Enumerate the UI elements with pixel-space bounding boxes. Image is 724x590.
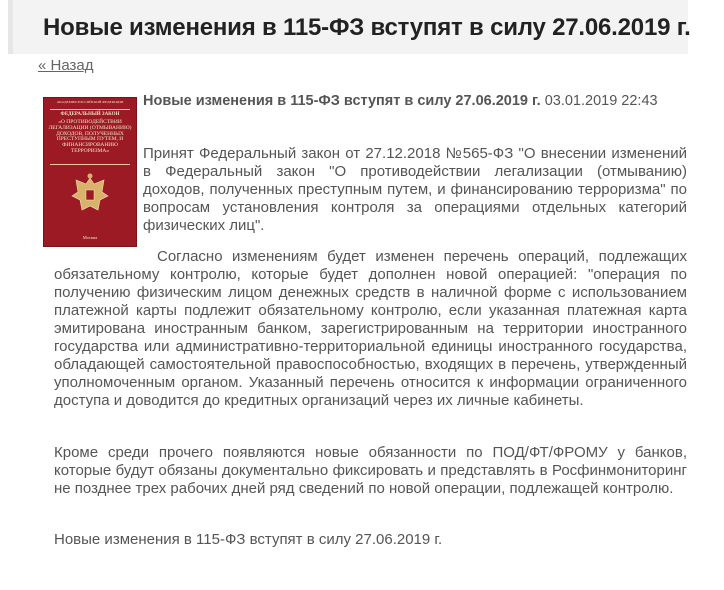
law-book-cover-image — [43, 97, 137, 247]
article-paragraph: Принят Федеральный закон от 27.12.2018 №565-ФЗ "О внесении изменений в Федеральный закон "О противодействии легализации (отмыванию) доходов, полученных преступным путем, и финансированию терроризма" по вопросам установления контроля за операциями отдельных категорий физических лиц". — [143, 145, 687, 234]
article-header — [143, 93, 658, 109]
article-paragraph: Новые изменения в 115-ФЗ вступят в силу 27.06.2019 г. — [54, 531, 443, 548]
cover-kind-text: ФЕДЕРАЛЬНЫЙ ЗАКОН — [60, 112, 120, 117]
cover-name-text: «О ПРОТИВОДЕЙСТВИИ ЛЕГАЛИЗАЦИИ (ОТМЫВАНИЮ) ДОХОДОВ, ПОЛУЧЕННЫХ ПРЕСТУПНЫМ ПУТЕМ, И ФИНАНСИРОВАНИЮ ТЕРРОРИЗМА» — [48, 119, 132, 154]
article-paragraph: Кроме среди прочего появляются новые обязанности по ПОД/ФТ/ФРОМУ у банков, которые будут обязаны документально фиксировать и представлять в Росфинмониторинг не позднее трех рабочих дней ряд сведений по новой операции, подлежащей контролю. — [54, 444, 687, 497]
article-paragraph: Согласно изменениям будет изменен перечень операций, подлежащих обязательному контролю, которые будет дополнен новой операцией: "операция по получению физическим лицом денежных средств в наличной форме с использованием платежной карты подлежит обязательному контролю, если указанная платежная карта эмитирована иностранным банком, зарегистрированным на территории иностранного государства или административно-территориальной единицы иностранного государства, обладающей самостоятельной правоспособностью, входящих в перечень, утвержденный уполномоченным органом. Указанный перечень относится к информации ограниченного доступа и доводится до кредитных организаций через их личные кабинеты. — [54, 248, 687, 409]
coat-of-arms-icon — [70, 172, 110, 216]
back-link[interactable]: « Назад — [38, 57, 94, 74]
article-title: Новые изменения в 115-ФЗ вступят в силу 27.06.2019 г. — [143, 93, 541, 109]
title-bar — [8, 0, 691, 54]
cover-top-text: АКАДЕМИЯ РОССИЙСКОЙ ФЕДЕРАЦИИ — [56, 100, 124, 104]
cover-rule — [50, 109, 130, 110]
cover-city-text: Москва — [82, 235, 98, 240]
cover-rule — [50, 164, 130, 165]
page-title: Новые изменения в 115-ФЗ вступят в силу 27.06.2019 г. — [43, 14, 691, 41]
article-date: 03.01.2019 22:43 — [544, 93, 658, 109]
